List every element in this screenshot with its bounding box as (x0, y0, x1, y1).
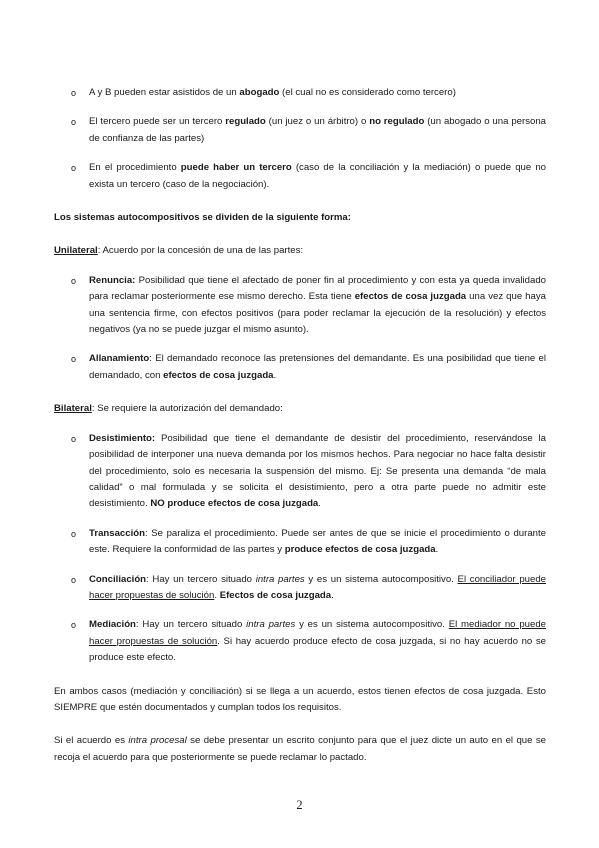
unilateral-heading (54, 243, 546, 259)
page-number: 2 (296, 798, 303, 812)
text: Si el acuerdo es (54, 735, 129, 747)
unilateral-title: Unilateral (54, 245, 98, 257)
text-bold: no regulado (369, 116, 425, 128)
text: . (331, 589, 334, 601)
text: : Acuerdo por la concesión de una de las partes: (97, 245, 304, 257)
item-title: Mediación (89, 619, 136, 631)
text: y es un sistema autocompositivo. (304, 573, 458, 585)
text: : Hay un tercero situado (135, 619, 247, 631)
text: una vez que haya una sentencia firme, con efectos positivos (para poder reclamar la ejecución de la resolución) y efectos negativos (ya no se puede juzgar el mismo asunto). (89, 291, 546, 336)
text-bold: efectos de cosa juzgada (354, 291, 467, 303)
text-bold: abogado (239, 87, 280, 98)
bullet-icon: o (71, 528, 77, 539)
text: (el cual no es considerado como tercero) (279, 87, 456, 98)
item-title: Allanamiento (89, 353, 150, 365)
text: . (214, 589, 220, 601)
bullet-icon: o (71, 574, 77, 585)
text: En el procedimiento (89, 162, 181, 174)
bullet-icon: o (71, 88, 77, 98)
item-title: Transacción (89, 527, 145, 539)
text-bold: produce efectos de cosa juzgada (284, 544, 436, 556)
list-item (54, 572, 546, 605)
text: . (435, 544, 439, 556)
text: A y B pueden estar asistidos de un (89, 87, 240, 98)
document-body (54, 85, 546, 766)
text: : Se requiere la autorización del demandado: (91, 403, 283, 415)
text: : Hay un tercero situado (146, 573, 256, 585)
text-italic: intra partes (255, 573, 305, 585)
list-item (54, 114, 546, 147)
bullet-icon: o (71, 275, 77, 286)
item-title: Conciliación (89, 573, 147, 585)
bilateral-heading (54, 401, 546, 417)
text-bold: Efectos de cosa juzgada (219, 589, 332, 601)
list-item (54, 617, 546, 666)
bullet-icon: o (71, 620, 77, 631)
text-bold: NO produce efectos de cosa juzgada (150, 498, 319, 510)
item-title: Renuncia: (89, 274, 136, 286)
text: (caso de la conciliación y la mediación) o puede que no exista un tercero (caso de la negociación). (89, 162, 546, 190)
list-item (54, 273, 546, 339)
section-heading: Los sistemas autocompositivos se dividen de la siguiente forma: (54, 212, 351, 224)
text: y es un sistema autocompositivo. (295, 619, 449, 631)
text: : El demandado reconoce las pretensiones del demandante. Es una posibilidad que tiene el demandado, con (89, 353, 546, 381)
text-bold: puede haber un tercero (180, 162, 292, 174)
text: . (273, 369, 277, 381)
text-underline: El mediador no puede hacer propuestas de solución (89, 619, 546, 647)
text-bold: regulado (225, 116, 266, 128)
bilateral-title: Bilateral (54, 403, 92, 415)
paragraph (54, 733, 546, 766)
text: Posibilidad que tiene el demandante de desistir del procedimiento, reservándose la posibilidad de interponer una nueva demanda por los mismos hechos. Para negociar no hace falta desistir del procedimiento, solo es necesaria la suspensión del mismo. Ej: Se presenta una demanda “de mala calidad” o mal formulada y se solicita el desistimiento, pero a otra parte puede no admitir este desistimiento. (89, 432, 546, 510)
text-underline: El conciliador puede hacer propuestas de solución (89, 573, 547, 601)
text: se debe presentar un escrito conjunto para que el juez dicte un auto en el que se recoja el acuerdo para que posteriormente se puede reclamar lo pactado. (54, 735, 546, 763)
bullet-icon: o (71, 163, 77, 174)
text: : Se paraliza el procedimiento. Puede ser antes de que se inicie el procedimiento o durante este. Requiere la conformidad de las partes y (89, 527, 546, 556)
list-item (54, 526, 546, 559)
text: Posibilidad que tiene el afectado de poner fin al procedimiento y con esta ya queda invalidado para reclamar posteriormente ese mismo derecho. Esta tiene (89, 274, 546, 303)
text: El tercero puede ser un tercero (89, 116, 226, 128)
text-italic: intra procesal (128, 735, 187, 747)
item-title: Desistimiento: (89, 432, 156, 444)
text: . (318, 498, 321, 510)
text: . Si hay acuerdo produce efecto de cosa juzgada, si no hay acuerdo no se produce este efecto. (89, 635, 547, 664)
text: (un juez o un árbitro) o (265, 116, 370, 128)
bullet-icon: o (71, 117, 77, 128)
bullet-icon: o (71, 354, 77, 365)
text-italic: intra partes (246, 619, 296, 631)
list-item (54, 160, 546, 193)
list-item (54, 85, 546, 101)
text-bold: efectos de cosa juzgada (163, 369, 274, 381)
bullet-icon: o (71, 433, 77, 444)
list-item (54, 431, 546, 513)
paragraph: En ambos casos (mediación y conciliación) si se llega a un acuerdo, estos tienen efectos de cosa juzgada. Esto SIEMPRE que estén documentados y cumplan todos los requisitos. (54, 685, 546, 713)
text: (un abogado o una persona de confianza de las partes) (89, 116, 546, 144)
list-item (54, 351, 546, 384)
